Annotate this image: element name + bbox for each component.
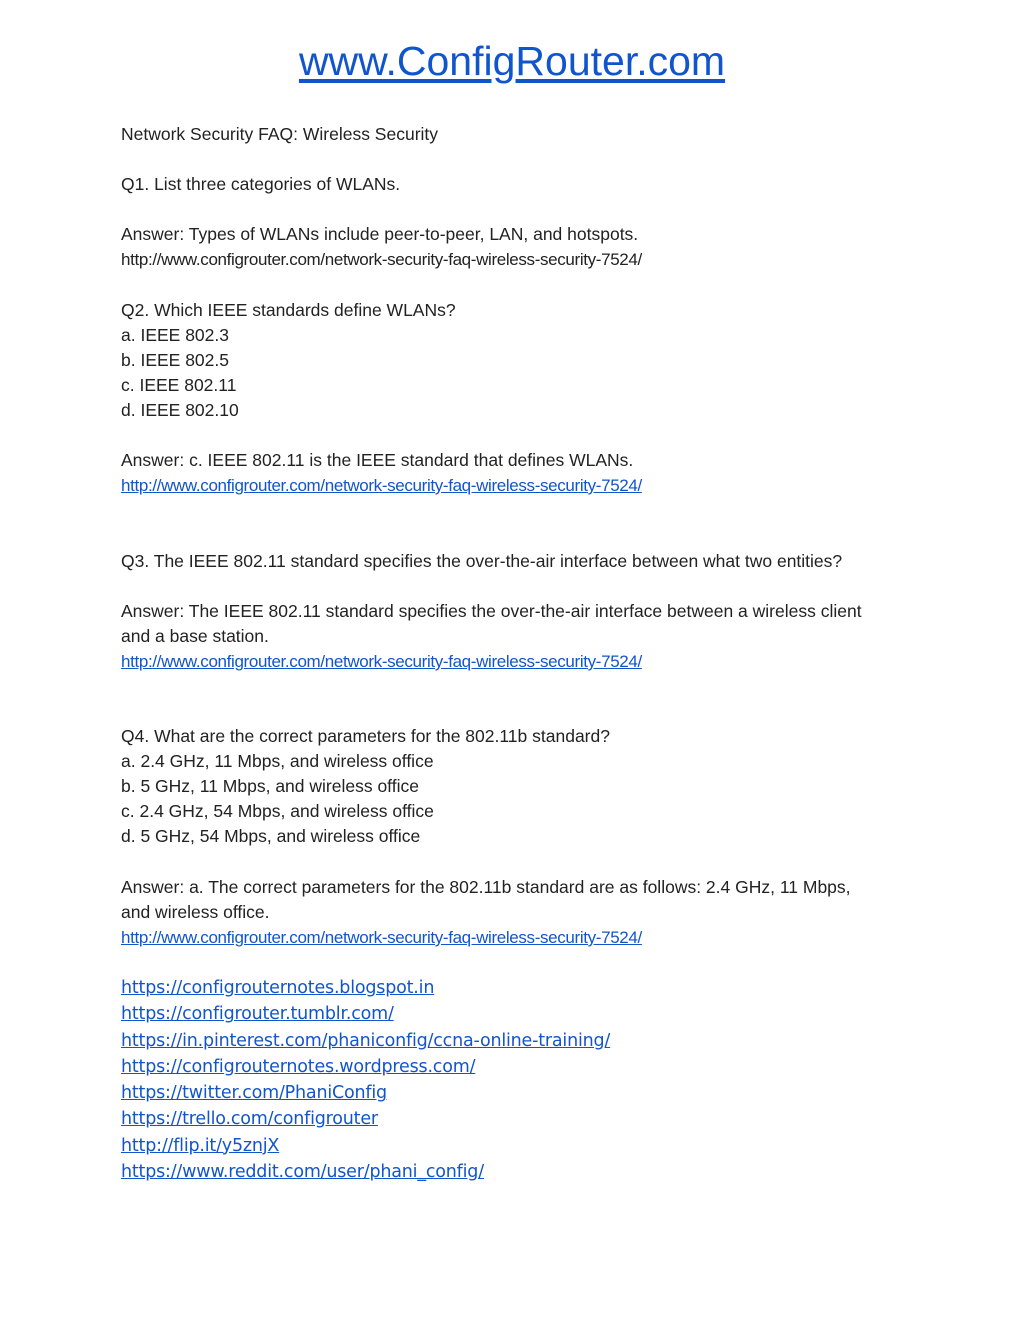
q2-question: Q2. Which IEEE standards define WLANs? (121, 300, 456, 320)
external-links-list (121, 975, 610, 1185)
link-wordpress[interactable]: https://configrouternotes.wordpress.com/ (121, 1056, 476, 1077)
q2-answer-block (121, 448, 911, 498)
link-reddit[interactable]: https://www.reddit.com/user/phani_config/ (121, 1162, 484, 1183)
q4-option-a: a. 2.4 GHz, 11 Mbps, and wireless office (121, 751, 434, 771)
q2-option-c: c. IEEE 802.11 (121, 375, 237, 395)
q2-question-block (121, 298, 911, 423)
q4-option-b: b. 5 GHz, 11 Mbps, and wireless office (121, 776, 419, 796)
q4-answer-line1: Answer: a. The correct parameters for the 802.11b standard are as follows: 2.4 GHz, 11 Mbps, (121, 877, 851, 897)
site-title-link[interactable]: www.ConfigRouter.com (298, 38, 726, 84)
q1-answer: Answer: Types of WLANs include peer-to-peer, LAN, and hotspots. (121, 224, 639, 244)
q4-question: Q4. What are the correct parameters for the 802.11b standard? (121, 726, 610, 746)
q3-question: Q3. The IEEE 802.11 standard specifies the over-the-air interface between what two entities? (121, 551, 843, 571)
q2-option-a: a. IEEE 802.3 (121, 325, 229, 345)
link-blogspot[interactable]: https://configrouternotes.blogspot.in (121, 978, 435, 998)
q3-answer-line2: and a base station. (121, 626, 269, 646)
q2-option-b: b. IEEE 802.5 (121, 350, 229, 370)
q1-question-block (121, 172, 911, 197)
q4-option-d: d. 5 GHz, 54 Mbps, and wireless office (121, 826, 421, 846)
q4-url-link[interactable]: http://www.configrouter.com/network-security-faq-wireless-security-7524/ (121, 928, 642, 947)
faq-heading: Network Security FAQ: Wireless Security (121, 124, 439, 144)
q2-answer: Answer: c. IEEE 802.11 is the IEEE standard that defines WLANs. (121, 450, 634, 470)
q4-answer-block (121, 875, 911, 950)
q1-question: Q1. List three categories of WLANs. (121, 174, 401, 194)
q2-option-d: d. IEEE 802.10 (121, 400, 239, 420)
q4-question-block (121, 724, 911, 849)
link-twitter[interactable]: https://twitter.com/PhaniConfig (121, 1083, 387, 1104)
q3-answer-block (121, 599, 911, 674)
q3-url-link[interactable]: http://www.configrouter.com/network-security-faq-wireless-security-7524/ (121, 652, 642, 671)
link-pinterest[interactable]: https://in.pinterest.com/phaniconfig/ccna-online-training/ (121, 1030, 611, 1051)
q2-url-link[interactable]: http://www.configrouter.com/network-security-faq-wireless-security-7524/ (121, 476, 642, 495)
q1-answer-block (121, 222, 911, 272)
faq-heading-block (121, 122, 911, 147)
q1-url: http://www.configrouter.com/network-security-faq-wireless-security-7524/ (121, 250, 642, 269)
q3-question-block (121, 549, 911, 574)
q4-answer-line2: and wireless office. (121, 902, 270, 922)
q3-answer-line1: Answer: The IEEE 802.11 standard specifies the over-the-air interface between a wireless client (121, 601, 862, 621)
link-trello[interactable]: https://trello.com/configrouter (121, 1109, 378, 1130)
q4-option-c: c. 2.4 GHz, 54 Mbps, and wireless office (121, 801, 434, 821)
link-flipboard[interactable]: http://flip.it/y5znjX (121, 1135, 280, 1156)
link-tumblr[interactable]: https://configrouter.tumblr.com/ (121, 1004, 394, 1025)
